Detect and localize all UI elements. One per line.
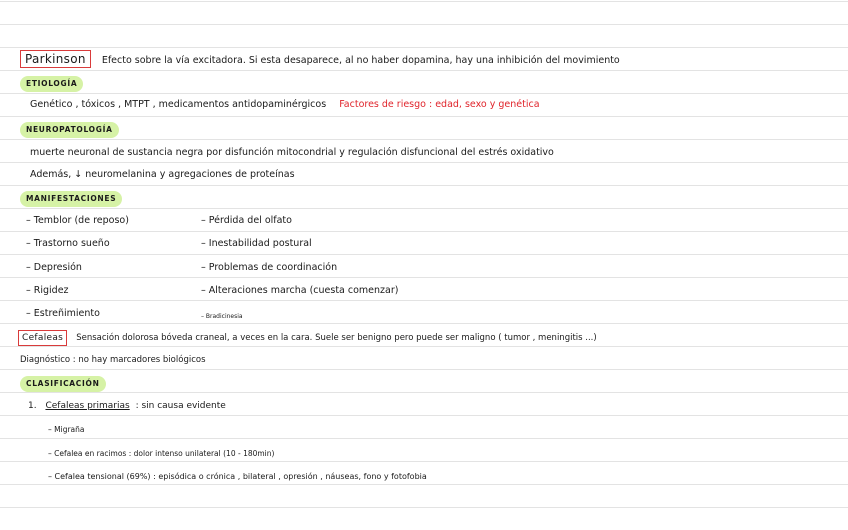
manifestaciones-row-4: [26, 284, 626, 298]
symptom-right: – Pérdida del olfato: [201, 215, 292, 226]
neuropatologia-heading: NEUROPATOLOGÍA: [20, 122, 119, 138]
symptom-left: – Temblor (de reposo): [26, 215, 129, 226]
symptom-right: – Problemas de coordinación: [201, 262, 338, 273]
clasificacion-heading: CLASIFICACIÓN: [20, 376, 106, 392]
diagnostico-line: Diagnóstico : no hay marcadores biológicos: [20, 355, 206, 365]
primarias-desc: : sin causa evidente: [135, 401, 226, 411]
primarias-item: – Cefalea en racimos : dolor intenso unilateral (10 - 180min): [48, 449, 275, 458]
primarias-number: 1.: [28, 401, 37, 411]
parkinson-definition: Efecto sobre la vía excitadora. Si esta desaparece, al no haber dopamina, hay una inhibición del movimiento: [101, 55, 620, 66]
neuropatologia-line-2: Además, ↓ neuromelanina y agregaciones de proteínas: [30, 169, 295, 180]
parkinson-header-line: [20, 50, 620, 68]
clasificacion-heading-line: [20, 376, 106, 392]
primarias-item: – Cefalea tensional (69%) : episódica o crónica , bilateral , opresión , náuseas, fono y fotofobia: [48, 472, 427, 481]
neuropatologia-line-1: muerte neuronal de sustancia negra por disfunción mitocondrial y regulación disfuncional del estrés oxidativo: [30, 147, 554, 158]
etiologia-line: [30, 98, 540, 112]
neuropatologia-heading-line: [20, 122, 119, 138]
cefaleas-definition: Sensación dolorosa bóveda craneal, a veces en la cara. Suele ser benigno pero puede ser maligno ( tumor , meningitis ...): [76, 333, 597, 343]
risk-factors: Factores de riesgo : edad, sexo y genética: [339, 99, 540, 110]
symptom-right: – Bradicinesia: [201, 313, 243, 320]
primarias-item: – Migraña: [48, 425, 85, 434]
manifestaciones-row-1: [26, 214, 626, 228]
etiologia-heading: ETIOLOGÍA: [20, 76, 83, 92]
symptom-left: – Depresión: [26, 262, 82, 273]
manifestaciones-row-3: [26, 261, 626, 275]
cefaleas-header-line: [18, 330, 597, 346]
symptom-left: – Rigidez: [26, 285, 69, 296]
symptom-right: – Alteraciones marcha (cuesta comenzar): [201, 285, 399, 296]
manifestaciones-row-2: [26, 237, 626, 251]
symptom-left: – Trastorno sueño: [26, 238, 110, 249]
manifestaciones-row-5: [26, 307, 626, 321]
symptom-right: – Inestabilidad postural: [201, 238, 312, 249]
symptom-left: – Estreñimiento: [26, 308, 100, 319]
etiologia-text: Genético , tóxicos , MTPT , medicamentos antidopaminérgicos: [30, 99, 327, 110]
primarias-title: Cefaleas primarias: [45, 401, 130, 411]
manifestaciones-heading: MANIFESTACIONES: [20, 191, 122, 207]
cefaleas-title: Cefaleas: [18, 330, 67, 346]
etiologia-heading-line: [20, 76, 83, 92]
manifestaciones-heading-line: [20, 191, 122, 207]
primarias-line: [28, 399, 226, 413]
parkinson-title: Parkinson: [20, 50, 91, 68]
